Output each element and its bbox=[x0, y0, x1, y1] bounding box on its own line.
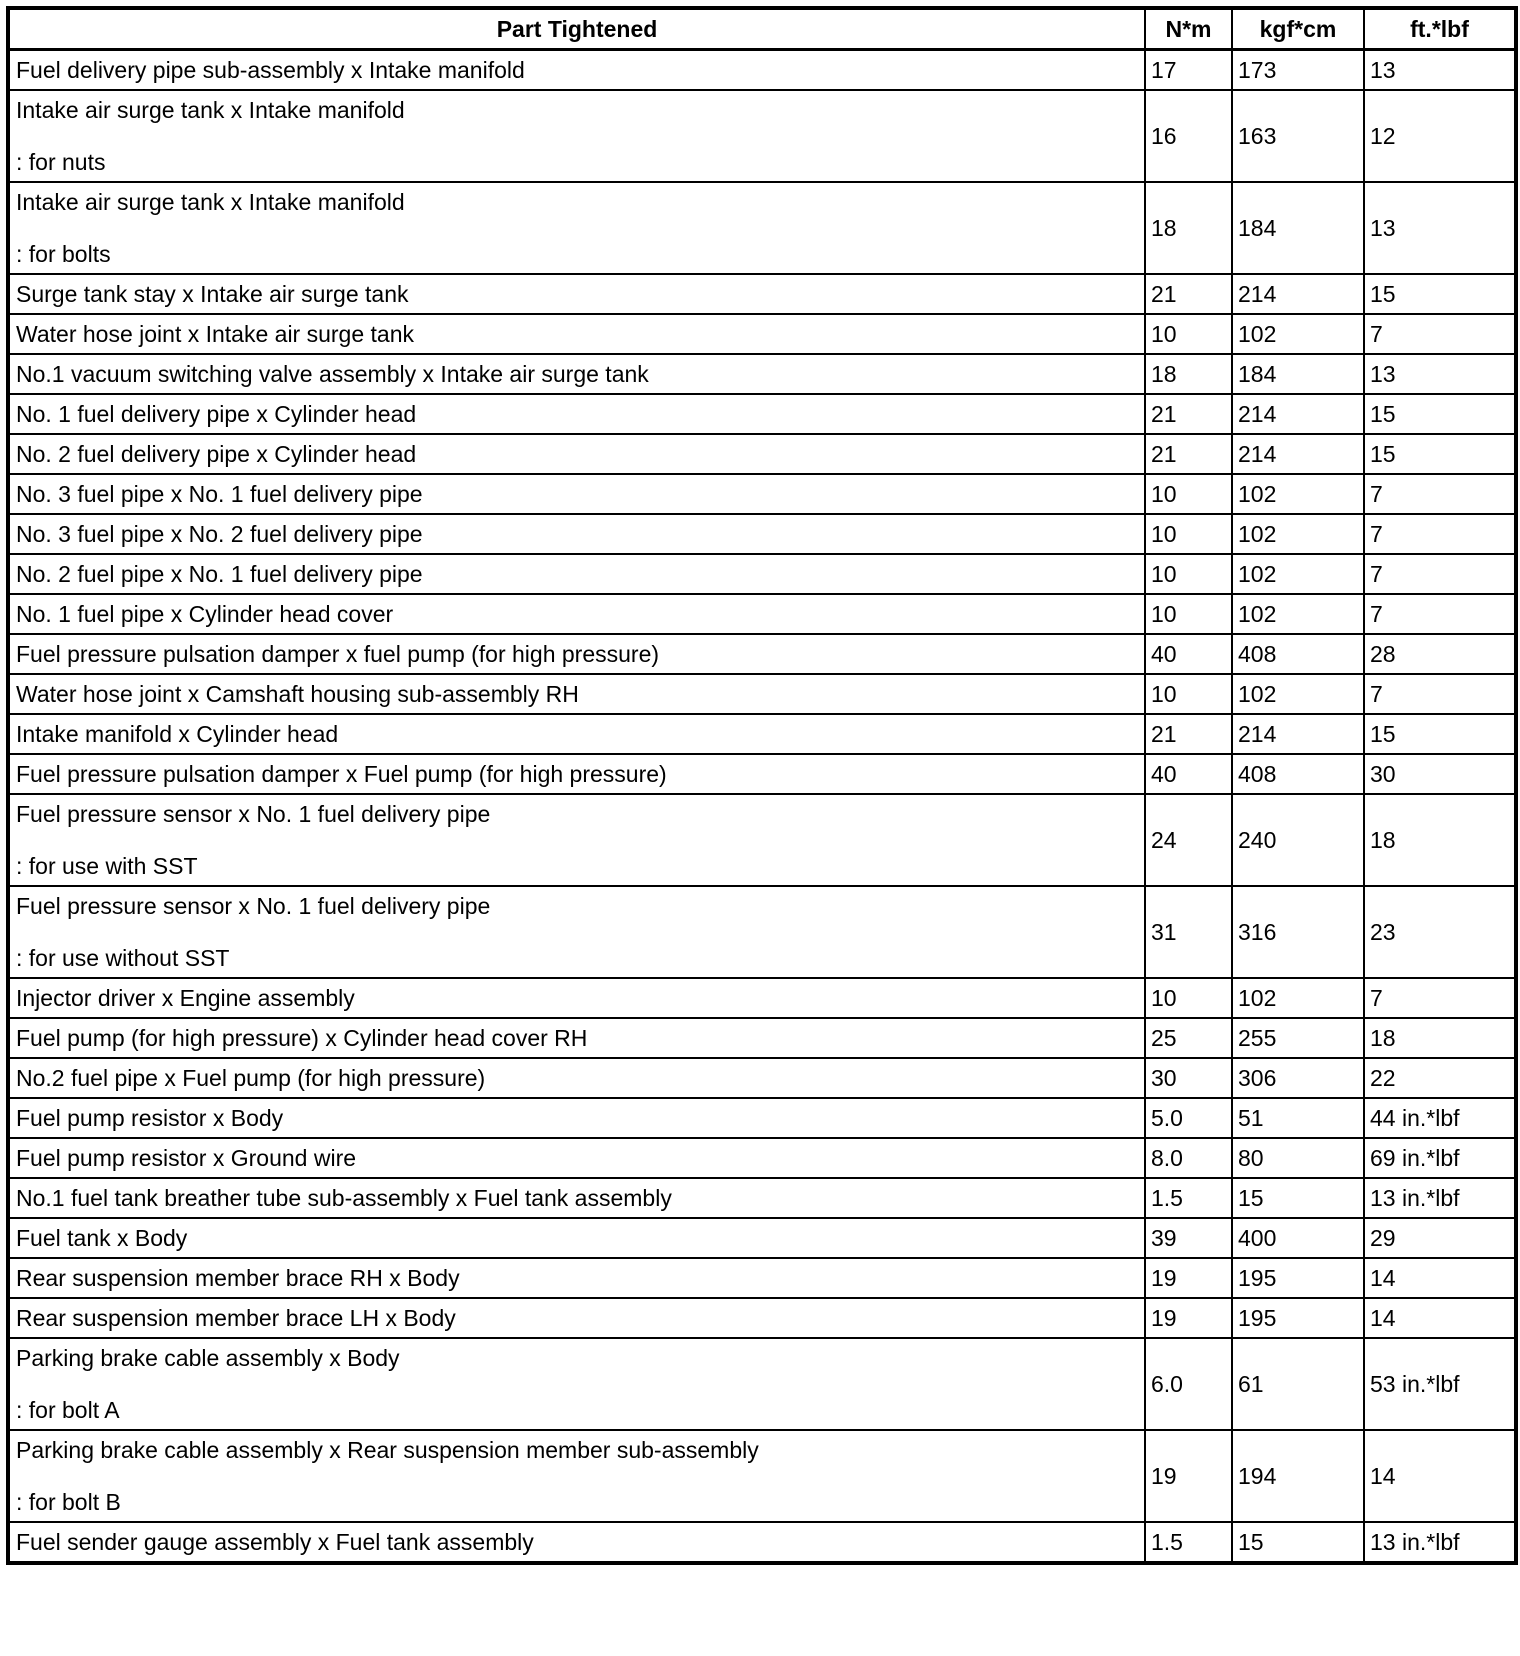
cell-part-tightened bbox=[8, 754, 1145, 794]
part-name: Surge tank stay x Intake air surge tank bbox=[16, 281, 409, 307]
cell-nm: 21 bbox=[1145, 394, 1232, 434]
cell-kgf-cm: 163 bbox=[1232, 90, 1364, 182]
cell-kgf-cm: 80 bbox=[1232, 1138, 1364, 1178]
cell-part-tightened bbox=[8, 978, 1145, 1018]
cell-kgf-cm: 194 bbox=[1232, 1430, 1364, 1522]
cell-kgf-cm: 306 bbox=[1232, 1058, 1364, 1098]
cell-ft-lbf: 13 bbox=[1364, 182, 1516, 274]
cell-kgf-cm: 51 bbox=[1232, 1098, 1364, 1138]
cell-part-tightened bbox=[8, 434, 1145, 474]
cell-part-tightened bbox=[8, 1258, 1145, 1298]
cell-nm: 18 bbox=[1145, 182, 1232, 274]
cell-nm: 10 bbox=[1145, 674, 1232, 714]
cell-nm: 10 bbox=[1145, 514, 1232, 554]
table-row bbox=[8, 594, 1516, 634]
part-name: Water hose joint x Intake air surge tank bbox=[16, 321, 415, 347]
table-row bbox=[8, 1430, 1516, 1522]
cell-ft-lbf: 13 in.*lbf bbox=[1364, 1178, 1516, 1218]
part-name: Parking brake cable assembly x Rear suspension member sub-assembly bbox=[16, 1437, 759, 1463]
part-name: Rear suspension member brace LH x Body bbox=[16, 1305, 456, 1331]
cell-part-tightened bbox=[8, 1178, 1145, 1218]
table-row bbox=[8, 1178, 1516, 1218]
part-name: No. 2 fuel pipe x No. 1 fuel delivery pipe bbox=[16, 561, 423, 587]
cell-part-tightened bbox=[8, 514, 1145, 554]
cell-kgf-cm: 195 bbox=[1232, 1258, 1364, 1298]
part-name: No.1 fuel tank breather tube sub-assembly x Fuel tank assembly bbox=[16, 1185, 672, 1211]
part-name: Fuel pressure sensor x No. 1 fuel delivery pipe bbox=[16, 893, 491, 919]
part-name: Fuel pump resistor x Ground wire bbox=[16, 1145, 357, 1171]
table-row bbox=[8, 434, 1516, 474]
table-row bbox=[8, 1058, 1516, 1098]
cell-ft-lbf: 13 bbox=[1364, 50, 1516, 91]
cell-part-tightened bbox=[8, 1430, 1145, 1522]
table-row bbox=[8, 978, 1516, 1018]
header-kgf-cm: kgf*cm bbox=[1232, 8, 1364, 50]
cell-part-tightened bbox=[8, 674, 1145, 714]
part-name: Parking brake cable assembly x Body bbox=[16, 1345, 400, 1371]
cell-ft-lbf: 15 bbox=[1364, 394, 1516, 434]
cell-nm: 10 bbox=[1145, 554, 1232, 594]
part-name: Injector driver x Engine assembly bbox=[16, 985, 355, 1011]
part-name: Fuel sender gauge assembly x Fuel tank assembly bbox=[16, 1529, 534, 1555]
table-row bbox=[8, 394, 1516, 434]
cell-nm: 10 bbox=[1145, 474, 1232, 514]
table-body bbox=[8, 50, 1516, 1564]
table-row bbox=[8, 754, 1516, 794]
cell-ft-lbf: 18 bbox=[1364, 1018, 1516, 1058]
cell-nm: 21 bbox=[1145, 434, 1232, 474]
table-row bbox=[8, 50, 1516, 91]
cell-nm: 16 bbox=[1145, 90, 1232, 182]
part-name: Intake manifold x Cylinder head bbox=[16, 721, 339, 747]
part-name: Fuel tank x Body bbox=[16, 1225, 188, 1251]
cell-part-tightened bbox=[8, 394, 1145, 434]
cell-nm: 10 bbox=[1145, 978, 1232, 1018]
cell-ft-lbf: 14 bbox=[1364, 1298, 1516, 1338]
cell-ft-lbf: 15 bbox=[1364, 274, 1516, 314]
cell-ft-lbf: 53 in.*lbf bbox=[1364, 1338, 1516, 1430]
part-name: Water hose joint x Camshaft housing sub-assembly RH bbox=[16, 681, 579, 707]
cell-nm: 19 bbox=[1145, 1430, 1232, 1522]
cell-kgf-cm: 240 bbox=[1232, 794, 1364, 886]
table-row bbox=[8, 554, 1516, 594]
cell-kgf-cm: 102 bbox=[1232, 594, 1364, 634]
cell-kgf-cm: 15 bbox=[1232, 1522, 1364, 1563]
cell-ft-lbf: 12 bbox=[1364, 90, 1516, 182]
cell-ft-lbf: 7 bbox=[1364, 474, 1516, 514]
cell-ft-lbf: 69 in.*lbf bbox=[1364, 1138, 1516, 1178]
part-name: No. 1 fuel delivery pipe x Cylinder head bbox=[16, 401, 417, 427]
part-name: Fuel pump (for high pressure) x Cylinder head cover RH bbox=[16, 1025, 588, 1051]
cell-part-tightened bbox=[8, 1018, 1145, 1058]
table-row bbox=[8, 1298, 1516, 1338]
table-row bbox=[8, 714, 1516, 754]
header-nm: N*m bbox=[1145, 8, 1232, 50]
cell-ft-lbf: 13 bbox=[1364, 354, 1516, 394]
table-row bbox=[8, 1018, 1516, 1058]
cell-kgf-cm: 102 bbox=[1232, 514, 1364, 554]
cell-ft-lbf: 18 bbox=[1364, 794, 1516, 886]
cell-nm: 21 bbox=[1145, 714, 1232, 754]
cell-nm: 31 bbox=[1145, 886, 1232, 978]
cell-kgf-cm: 102 bbox=[1232, 474, 1364, 514]
cell-ft-lbf: 29 bbox=[1364, 1218, 1516, 1258]
cell-part-tightened bbox=[8, 886, 1145, 978]
header-ft-lbf: ft.*lbf bbox=[1364, 8, 1516, 50]
cell-kgf-cm: 408 bbox=[1232, 754, 1364, 794]
cell-part-tightened bbox=[8, 354, 1145, 394]
cell-nm: 39 bbox=[1145, 1218, 1232, 1258]
cell-nm: 1.5 bbox=[1145, 1178, 1232, 1218]
cell-kgf-cm: 214 bbox=[1232, 434, 1364, 474]
table-row bbox=[8, 514, 1516, 554]
cell-part-tightened bbox=[8, 90, 1145, 182]
cell-ft-lbf: 15 bbox=[1364, 434, 1516, 474]
torque-spec-table bbox=[6, 6, 1518, 1565]
cell-kgf-cm: 184 bbox=[1232, 182, 1364, 274]
cell-kgf-cm: 102 bbox=[1232, 554, 1364, 594]
cell-nm: 10 bbox=[1145, 314, 1232, 354]
table-row bbox=[8, 274, 1516, 314]
part-name: Intake air surge tank x Intake manifold bbox=[16, 189, 405, 215]
part-name: No. 3 fuel pipe x No. 2 fuel delivery pipe bbox=[16, 521, 423, 547]
table-row bbox=[8, 886, 1516, 978]
cell-kgf-cm: 15 bbox=[1232, 1178, 1364, 1218]
part-note: : for bolt B bbox=[16, 1489, 121, 1515]
table-row bbox=[8, 1098, 1516, 1138]
cell-part-tightened bbox=[8, 1298, 1145, 1338]
cell-nm: 40 bbox=[1145, 754, 1232, 794]
table-row bbox=[8, 1138, 1516, 1178]
part-name: Fuel pump resistor x Body bbox=[16, 1105, 284, 1131]
cell-ft-lbf: 44 in.*lbf bbox=[1364, 1098, 1516, 1138]
cell-nm: 1.5 bbox=[1145, 1522, 1232, 1563]
cell-kgf-cm: 214 bbox=[1232, 394, 1364, 434]
part-note: : for use with SST bbox=[16, 853, 198, 879]
cell-nm: 24 bbox=[1145, 794, 1232, 886]
part-name: Fuel delivery pipe sub-assembly x Intake manifold bbox=[16, 57, 525, 83]
part-name: No.1 vacuum switching valve assembly x Intake air surge tank bbox=[16, 361, 649, 387]
part-note: : for bolt A bbox=[16, 1397, 120, 1423]
table-row bbox=[8, 90, 1516, 182]
cell-kgf-cm: 102 bbox=[1232, 978, 1364, 1018]
cell-part-tightened bbox=[8, 1522, 1145, 1563]
part-note: : for nuts bbox=[16, 149, 106, 175]
cell-ft-lbf: 23 bbox=[1364, 886, 1516, 978]
cell-part-tightened bbox=[8, 474, 1145, 514]
table-row bbox=[8, 354, 1516, 394]
torque-spec-table-container bbox=[6, 6, 1514, 1565]
cell-kgf-cm: 102 bbox=[1232, 674, 1364, 714]
cell-kgf-cm: 214 bbox=[1232, 714, 1364, 754]
cell-ft-lbf: 15 bbox=[1364, 714, 1516, 754]
cell-part-tightened bbox=[8, 714, 1145, 754]
table-row bbox=[8, 1338, 1516, 1430]
table-row bbox=[8, 1258, 1516, 1298]
part-name: Fuel pressure pulsation damper x fuel pump (for high pressure) bbox=[16, 641, 660, 667]
cell-part-tightened bbox=[8, 1098, 1145, 1138]
cell-part-tightened bbox=[8, 50, 1145, 91]
cell-ft-lbf: 28 bbox=[1364, 634, 1516, 674]
cell-kgf-cm: 195 bbox=[1232, 1298, 1364, 1338]
cell-part-tightened bbox=[8, 1338, 1145, 1430]
cell-nm: 8.0 bbox=[1145, 1138, 1232, 1178]
cell-part-tightened bbox=[8, 794, 1145, 886]
table-row bbox=[8, 634, 1516, 674]
part-name: Rear suspension member brace RH x Body bbox=[16, 1265, 460, 1291]
cell-nm: 40 bbox=[1145, 634, 1232, 674]
cell-kgf-cm: 255 bbox=[1232, 1018, 1364, 1058]
cell-part-tightened bbox=[8, 554, 1145, 594]
cell-kgf-cm: 214 bbox=[1232, 274, 1364, 314]
part-note: : for use without SST bbox=[16, 945, 230, 971]
cell-kgf-cm: 316 bbox=[1232, 886, 1364, 978]
part-name: No.2 fuel pipe x Fuel pump (for high pressure) bbox=[16, 1065, 486, 1091]
part-name: No. 3 fuel pipe x No. 1 fuel delivery pipe bbox=[16, 481, 423, 507]
cell-nm: 10 bbox=[1145, 594, 1232, 634]
cell-part-tightened bbox=[8, 594, 1145, 634]
cell-kgf-cm: 173 bbox=[1232, 50, 1364, 91]
cell-ft-lbf: 7 bbox=[1364, 514, 1516, 554]
cell-kgf-cm: 61 bbox=[1232, 1338, 1364, 1430]
cell-nm: 21 bbox=[1145, 274, 1232, 314]
part-name: No. 1 fuel pipe x Cylinder head cover bbox=[16, 601, 394, 627]
cell-part-tightened bbox=[8, 274, 1145, 314]
cell-nm: 30 bbox=[1145, 1058, 1232, 1098]
cell-ft-lbf: 7 bbox=[1364, 554, 1516, 594]
cell-nm: 6.0 bbox=[1145, 1338, 1232, 1430]
part-note: : for bolts bbox=[16, 241, 111, 267]
cell-ft-lbf: 7 bbox=[1364, 978, 1516, 1018]
cell-part-tightened bbox=[8, 1218, 1145, 1258]
part-name: Fuel pressure sensor x No. 1 fuel delivery pipe bbox=[16, 801, 491, 827]
cell-part-tightened bbox=[8, 182, 1145, 274]
cell-ft-lbf: 22 bbox=[1364, 1058, 1516, 1098]
cell-ft-lbf: 7 bbox=[1364, 314, 1516, 354]
cell-part-tightened bbox=[8, 1138, 1145, 1178]
table-row bbox=[8, 794, 1516, 886]
cell-ft-lbf: 13 in.*lbf bbox=[1364, 1522, 1516, 1563]
cell-ft-lbf: 14 bbox=[1364, 1430, 1516, 1522]
cell-part-tightened bbox=[8, 314, 1145, 354]
table-row bbox=[8, 314, 1516, 354]
table-header-row bbox=[8, 8, 1516, 50]
cell-ft-lbf: 14 bbox=[1364, 1258, 1516, 1298]
table-row bbox=[8, 182, 1516, 274]
cell-nm: 18 bbox=[1145, 354, 1232, 394]
cell-part-tightened bbox=[8, 1058, 1145, 1098]
cell-kgf-cm: 184 bbox=[1232, 354, 1364, 394]
cell-nm: 19 bbox=[1145, 1298, 1232, 1338]
cell-nm: 19 bbox=[1145, 1258, 1232, 1298]
cell-ft-lbf: 7 bbox=[1364, 674, 1516, 714]
table-row bbox=[8, 1522, 1516, 1563]
part-name: Fuel pressure pulsation damper x Fuel pump (for high pressure) bbox=[16, 761, 667, 787]
cell-ft-lbf: 30 bbox=[1364, 754, 1516, 794]
cell-nm: 17 bbox=[1145, 50, 1232, 91]
cell-kgf-cm: 400 bbox=[1232, 1218, 1364, 1258]
table-row bbox=[8, 474, 1516, 514]
part-name: Intake air surge tank x Intake manifold bbox=[16, 97, 405, 123]
cell-kgf-cm: 102 bbox=[1232, 314, 1364, 354]
cell-ft-lbf: 7 bbox=[1364, 594, 1516, 634]
table-row bbox=[8, 1218, 1516, 1258]
cell-kgf-cm: 408 bbox=[1232, 634, 1364, 674]
cell-part-tightened bbox=[8, 634, 1145, 674]
table-row bbox=[8, 674, 1516, 714]
cell-nm: 5.0 bbox=[1145, 1098, 1232, 1138]
part-name: No. 2 fuel delivery pipe x Cylinder head bbox=[16, 441, 417, 467]
cell-nm: 25 bbox=[1145, 1018, 1232, 1058]
header-part-tightened: Part Tightened bbox=[8, 8, 1145, 50]
